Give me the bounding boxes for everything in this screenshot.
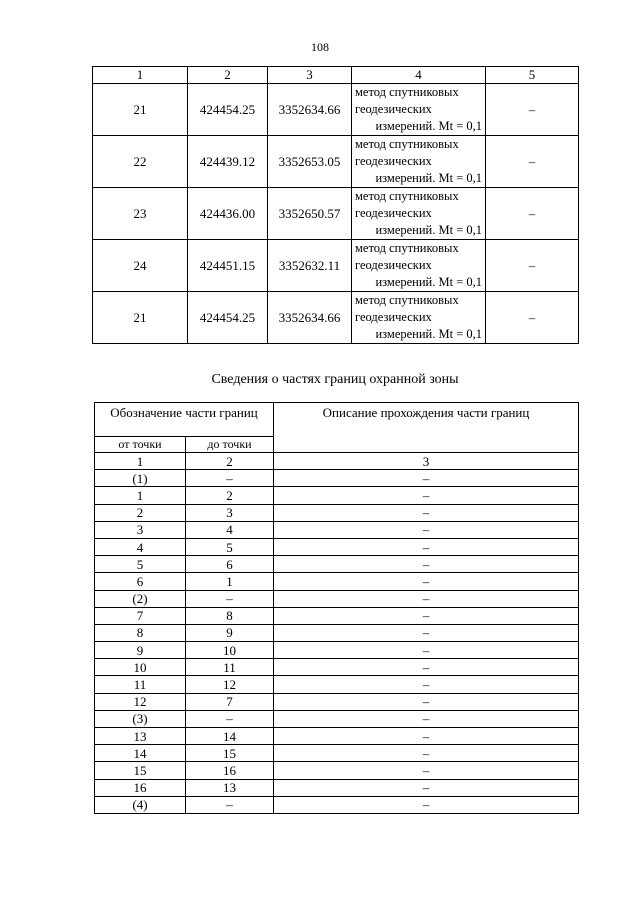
- method-line: метод спутниковых: [355, 189, 459, 203]
- from-point-cell: 6: [95, 573, 186, 590]
- table-row: [95, 710, 579, 727]
- x-coordinate-cell: 424454.25: [188, 292, 268, 344]
- description-cell: –: [274, 779, 579, 796]
- point-number-cell: 24: [93, 240, 188, 292]
- to-point-header: до точки: [186, 437, 274, 453]
- description-cell: –: [274, 607, 579, 624]
- column-number: 3: [274, 453, 579, 470]
- description-cell: –: [274, 487, 579, 504]
- coordinates-table: [92, 66, 579, 344]
- from-point-cell: 5: [95, 556, 186, 573]
- table-row: [95, 693, 579, 710]
- method-line: метод спутниковых: [355, 293, 459, 307]
- to-point-cell: –: [186, 710, 274, 727]
- method-cell: [352, 84, 486, 136]
- description-cell: –: [274, 659, 579, 676]
- description-cell: –: [274, 573, 579, 590]
- column-header: 1: [93, 67, 188, 84]
- table-row: [95, 521, 579, 538]
- method-cell: [352, 136, 486, 188]
- point-number-cell: 21: [93, 292, 188, 344]
- to-point-cell: 16: [186, 762, 274, 779]
- description-cell: –: [274, 762, 579, 779]
- table-row: [95, 676, 579, 693]
- table-row: [95, 573, 579, 590]
- from-point-cell: (2): [95, 590, 186, 607]
- point-number-cell: 22: [93, 136, 188, 188]
- from-point-cell: 11: [95, 676, 186, 693]
- description-cell: –: [274, 745, 579, 762]
- description-cell: –: [274, 504, 579, 521]
- method-line: метод спутниковых: [355, 241, 459, 255]
- description-cell: –: [274, 470, 579, 487]
- method-line: измерений. Mt = 0,1: [375, 171, 482, 185]
- y-coordinate-cell: 3352634.66: [268, 84, 352, 136]
- table-row: [95, 470, 579, 487]
- section-title: Сведения о частях границ охранной зоны: [211, 372, 459, 387]
- from-point-cell: 7: [95, 607, 186, 624]
- description-cell: –: [274, 590, 579, 607]
- to-point-cell: –: [186, 590, 274, 607]
- method-cell: [352, 188, 486, 240]
- x-coordinate-cell: 424454.25: [188, 84, 268, 136]
- from-point-cell: 16: [95, 779, 186, 796]
- y-coordinate-cell: 3352653.05: [268, 136, 352, 188]
- method-line: измерений. Mt = 0,1: [375, 119, 482, 133]
- to-point-cell: 14: [186, 728, 274, 745]
- to-point-cell: 13: [186, 779, 274, 796]
- description-cell: –: [274, 538, 579, 555]
- table-header-row: [95, 403, 579, 437]
- to-point-cell: 7: [186, 693, 274, 710]
- to-point-cell: 9: [186, 624, 274, 641]
- x-coordinate-cell: 424451.15: [188, 240, 268, 292]
- method-line: геодезических: [355, 154, 432, 168]
- description-cell: –: [274, 796, 579, 813]
- to-point-cell: 3: [186, 504, 274, 521]
- to-point-cell: 2: [186, 487, 274, 504]
- from-point-cell: 4: [95, 538, 186, 555]
- table-row: [95, 504, 579, 521]
- table-row: [93, 84, 579, 136]
- from-point-cell: 12: [95, 693, 186, 710]
- table-row: [95, 779, 579, 796]
- column-numbering-row: [95, 453, 579, 470]
- method-line: геодезических: [355, 258, 432, 272]
- table-row: [95, 642, 579, 659]
- table-row: [95, 556, 579, 573]
- point-number-cell: 23: [93, 188, 188, 240]
- to-point-cell: –: [186, 470, 274, 487]
- col5-cell: –: [486, 84, 579, 136]
- point-number-cell: 21: [93, 84, 188, 136]
- from-point-cell: (4): [95, 796, 186, 813]
- description-cell: –: [274, 693, 579, 710]
- to-point-cell: 5: [186, 538, 274, 555]
- from-point-cell: 3: [95, 521, 186, 538]
- table-row: [95, 762, 579, 779]
- column-header: 4: [352, 67, 486, 84]
- to-point-cell: 6: [186, 556, 274, 573]
- from-point-cell: 9: [95, 642, 186, 659]
- column-number: 2: [186, 453, 274, 470]
- method-cell: [352, 292, 486, 344]
- column-header: 5: [486, 67, 579, 84]
- boundary-parts-table: [94, 402, 579, 814]
- x-coordinate-cell: 424439.12: [188, 136, 268, 188]
- table-row: [95, 745, 579, 762]
- description-cell: –: [274, 624, 579, 641]
- method-line: измерений. Mt = 0,1: [375, 275, 482, 289]
- y-coordinate-cell: 3352634.66: [268, 292, 352, 344]
- table-row: [93, 292, 579, 344]
- table-row: [93, 240, 579, 292]
- method-line: метод спутниковых: [355, 85, 459, 99]
- description-cell: –: [274, 556, 579, 573]
- description-cell: –: [274, 642, 579, 659]
- method-line: измерений. Mt = 0,1: [375, 327, 482, 341]
- from-point-cell: (1): [95, 470, 186, 487]
- table-row: [95, 624, 579, 641]
- page-number: 108: [311, 40, 329, 54]
- x-coordinate-cell: 424436.00: [188, 188, 268, 240]
- from-point-cell: (3): [95, 710, 186, 727]
- boundary-description-header: Описание прохождения части границ: [274, 403, 579, 453]
- method-line: геодезических: [355, 310, 432, 324]
- table-row: [95, 607, 579, 624]
- from-point-cell: 13: [95, 728, 186, 745]
- table-row: [95, 659, 579, 676]
- col5-cell: –: [486, 188, 579, 240]
- to-point-cell: 10: [186, 642, 274, 659]
- boundary-designation-header: Обозначение части границ: [95, 403, 274, 437]
- to-point-cell: 12: [186, 676, 274, 693]
- table-row: [95, 538, 579, 555]
- table-row: [95, 728, 579, 745]
- table-row: [93, 188, 579, 240]
- table-row: [95, 590, 579, 607]
- to-point-cell: 8: [186, 607, 274, 624]
- column-header: 3: [268, 67, 352, 84]
- table-row: [95, 796, 579, 813]
- description-cell: –: [274, 676, 579, 693]
- column-number: 1: [95, 453, 186, 470]
- table-header-row: [93, 67, 579, 84]
- y-coordinate-cell: 3352632.11: [268, 240, 352, 292]
- from-point-header: от точки: [95, 437, 186, 453]
- description-cell: –: [274, 710, 579, 727]
- col5-cell: –: [486, 292, 579, 344]
- description-cell: –: [274, 521, 579, 538]
- from-point-cell: 2: [95, 504, 186, 521]
- from-point-cell: 14: [95, 745, 186, 762]
- from-point-cell: 15: [95, 762, 186, 779]
- method-line: геодезических: [355, 102, 432, 116]
- to-point-cell: –: [186, 796, 274, 813]
- to-point-cell: 1: [186, 573, 274, 590]
- from-point-cell: 1: [95, 487, 186, 504]
- column-header: 2: [188, 67, 268, 84]
- y-coordinate-cell: 3352650.57: [268, 188, 352, 240]
- table-row: [95, 487, 579, 504]
- method-cell: [352, 240, 486, 292]
- col5-cell: –: [486, 240, 579, 292]
- from-point-cell: 8: [95, 624, 186, 641]
- method-line: измерений. Mt = 0,1: [375, 223, 482, 237]
- description-cell: –: [274, 728, 579, 745]
- to-point-cell: 15: [186, 745, 274, 762]
- method-line: геодезических: [355, 206, 432, 220]
- col5-cell: –: [486, 136, 579, 188]
- table-row: [93, 136, 579, 188]
- to-point-cell: 4: [186, 521, 274, 538]
- method-line: метод спутниковых: [355, 137, 459, 151]
- from-point-cell: 10: [95, 659, 186, 676]
- to-point-cell: 11: [186, 659, 274, 676]
